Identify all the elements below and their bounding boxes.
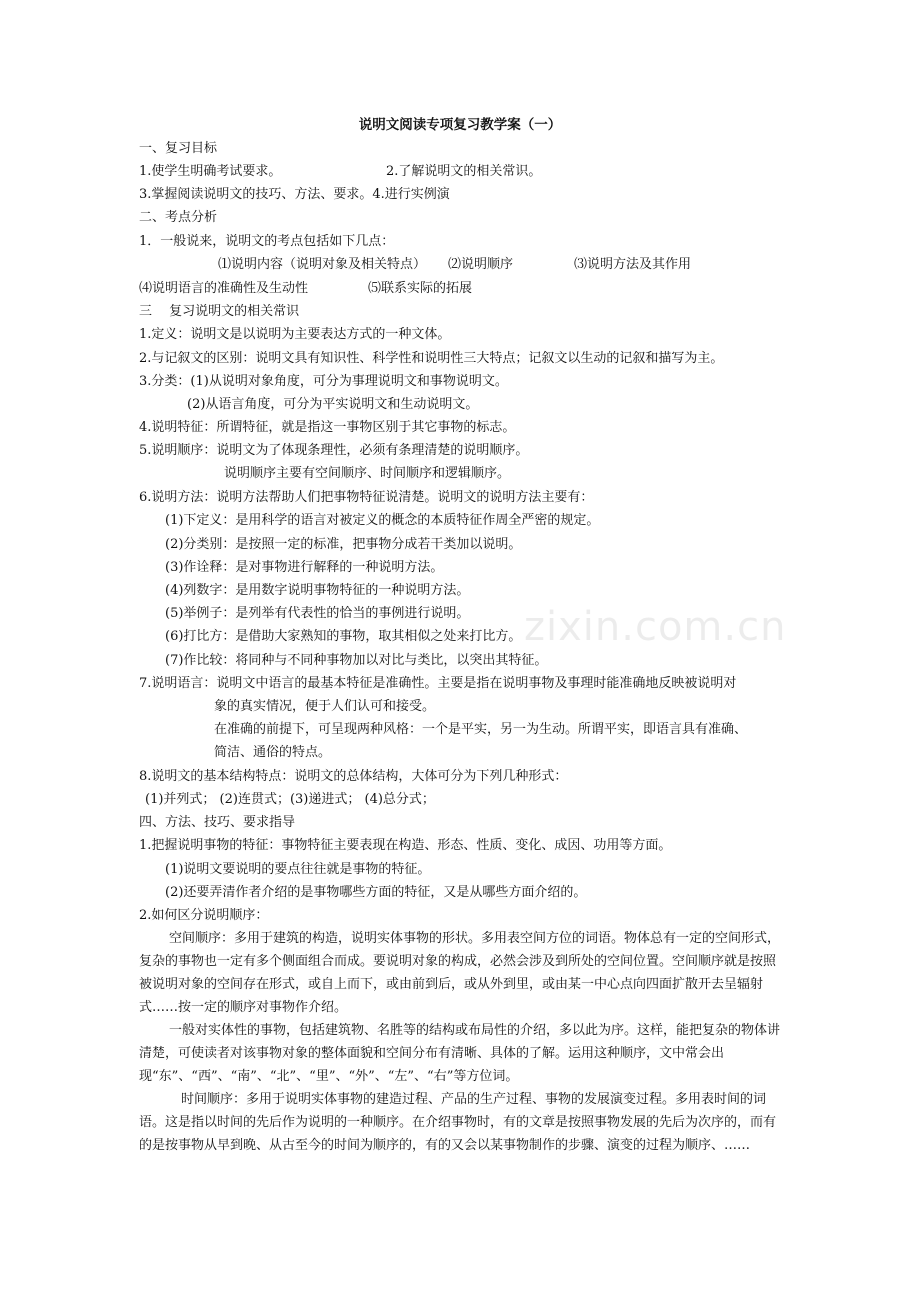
text-line: (2)还要弄清作者介绍的是事物哪些方面的特征，又是从哪些方面介绍的。 xyxy=(165,885,587,900)
method-item: (6)打比方：是借助大家熟知的事物，取其相似之处来打比方。 xyxy=(165,629,522,644)
text-line: 在准确的前提下，可呈现两种风格：一个是平实，另一为生动。所谓平实，即语言具有准确、 xyxy=(214,722,748,737)
section-heading: 三 复习说明文的相关常识 xyxy=(139,304,300,319)
goal-item: 1.使学生明确考试要求。 xyxy=(139,164,282,179)
text-line: (2)从语言角度，可分为平实说明文和生动说明文。 xyxy=(187,397,479,412)
watermark: zixin.com.cn xyxy=(524,604,787,650)
text-line: 简洁、通俗的特点。 xyxy=(214,745,332,760)
method-item: (1)下定义：是用科学的语言对被定义的概念的本质特征作周全严密的规定。 xyxy=(165,513,600,528)
paragraph-time-order: 时间顺序：多用于说明实体事物的建造过程、产品的生产过程、事物的发展演变过程。多用表时间的词语。这是指以时间的先后作为说明的一种顺序。在介绍事物时，有的文章是按照事物发展的先后为次序的，而有的是按事物从早到晚、从古至今的时间为顺序的，有的又会以某事物制作的步骤、演变的过程为顺序、…… xyxy=(139,1092,777,1153)
paragraph-space-order: 空间顺序：多用于建筑的构造，说明实体事物的形状。多用表空间方位的词语。物体总有一定的空间形式，复杂的事物也一定有多个侧面组合而成。要说明对象的构成，必然会涉及到所处的空间位置。空间顺序就是按照被说明对象的空间存在形式，或自上而下，或由前到后，或从外到里，或由某一中心点向四面扩散开去呈辐射式……按一定的顺序对事物作介绍。 xyxy=(139,931,781,1015)
method-item: (3)作诠释：是对事物进行解释的一种说明方法。 xyxy=(165,560,444,575)
section-heading: 二、考点分析 xyxy=(139,210,218,225)
text-line: 2.如何区分说明顺序： xyxy=(139,908,269,923)
text-line: 1.定义：说明文是以说明为主要表达方式的一种文体。 xyxy=(139,327,451,342)
list-item: ⑸联系实际的拓展 xyxy=(368,281,473,296)
text-line: 象的真实情况，便于人们认可和接受。 xyxy=(214,699,436,714)
text-line: 4.说明特征：所谓特征，就是指这一事物区别于其它事物的标志。 xyxy=(139,420,516,435)
text-line: 1．一般说来，说明文的考点包括如下几点： xyxy=(139,234,395,249)
paragraph-general: 一般对实体性的事物，包括建筑物、名胜等的结构或布局性的介绍，多以此为序。这样，能把复杂的物体讲清楚，可使读者对该事物对象的整体面貌和空间分布有清晰、具体的了解。运用这种顺序，文中常会出现“东”、“西”、“南”、“北”、“里”、“外”、“左”、“右”等方位词。 xyxy=(139,1023,781,1084)
text-line: 2.与记叙文的区别：说明文具有知识性、科学性和说明性三大特点；记叙文以生动的记叙和描写为主。 xyxy=(139,351,724,366)
list-item: ⑵说明顺序 xyxy=(448,257,514,272)
text-line: 7.说明语言：说明文中语言的最基本特征是准确性。主要是指在说明事物及事理时能准确地反映被说明对 xyxy=(139,676,737,691)
goal-item: 3.掌握阅读说明文的技巧、方法、要求。4.进行实例演 xyxy=(139,187,450,202)
text-line: 8.说明文的基本结构特点：说明文的总体结构，大体可分为下列几种形式： xyxy=(139,769,568,784)
method-item: (7)作比较：将同种与不同种事物加以对比与类比，以突出其特征。 xyxy=(165,653,548,668)
text-line: (1)并列式； (2)连贯式；(3)递进式； (4)总分式； xyxy=(145,792,435,807)
text-line: 6.说明方法：说明方法帮助人们把事物特征说清楚。说明文的说明方法主要有： xyxy=(139,490,594,505)
text-line: 5.说明顺序：说明文为了体现条理性，必须有条理清楚的说明顺序。 xyxy=(139,443,529,458)
list-item: ⑷说明语言的准确性及生动性 xyxy=(139,281,309,296)
text-line: 说明顺序主要有空间顺序、时间顺序和逻辑顺序。 xyxy=(224,466,511,481)
method-item: (5)举例子：是列举有代表性的恰当的事例进行说明。 xyxy=(165,606,470,621)
method-item: (2)分类别：是按照一定的标准，把事物分成若干类加以说明。 xyxy=(165,537,522,552)
section-heading: 四、方法、技巧、要求指导 xyxy=(139,815,296,830)
section-heading: 一、复习目标 xyxy=(139,141,218,156)
list-item: ⑴说明内容（说明对象及相关特点） xyxy=(218,257,427,272)
text-line: 1.把握说明事物的特征：事物特征主要表现在构造、形态、性质、变化、成因、功用等方面。 xyxy=(139,838,672,853)
text-line: 3.分类：(1)从说明对象角度，可分为事理说明文和事物说明文。 xyxy=(139,374,508,389)
goal-item: 2.了解说明文的相关常识。 xyxy=(386,164,542,179)
text-line: (1)说明文要说明的要点往往就是事物的特征。 xyxy=(165,862,431,877)
method-item: (4)列数字：是用数字说明事物特征的一种说明方法。 xyxy=(165,583,470,598)
document-title: 说明文阅读专项复习教学案（一） xyxy=(358,117,562,133)
list-item: ⑶说明方法及其作用 xyxy=(574,257,692,272)
